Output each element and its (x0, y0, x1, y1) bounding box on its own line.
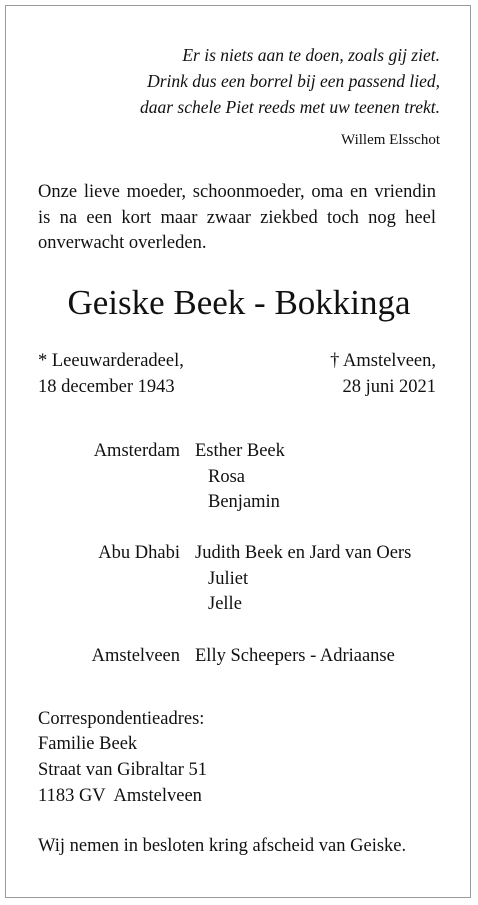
poem-line-1: Er is niets aan te doen, zoals gij ziet. (182, 45, 440, 65)
address-label: Correspondentieadres: (38, 709, 205, 729)
deceased-name: Geiske Beek - Bokkinga (67, 283, 411, 322)
family-place: Amsterdam (93, 441, 180, 461)
birth-date: 18 december 1943 (38, 377, 175, 397)
address-line: Familie Beek (38, 734, 138, 754)
death-date: 28 juni 2021 (342, 377, 436, 397)
poem-line-2: Drink dus een borrel bij een passend lied, (147, 71, 440, 91)
address-line: Straat van Gibraltar 51 (38, 760, 208, 780)
intro-text: Onze lieve moeder, schoonmoeder, oma en vriendin is na een kort maar zwaar ziekbed toch nog heel onverwacht overleden. (38, 182, 436, 253)
birth-place: * Leeuwarderadeel, (38, 351, 184, 371)
family-member: Benjamin (208, 492, 280, 512)
family-member: Rosa (208, 467, 245, 487)
poem-author: Willem Elsschot (341, 132, 440, 148)
death-place: † Amstelveen, (330, 351, 436, 371)
address-line: 1183 GV Amstelveen (38, 786, 202, 806)
family-member: Judith Beek en Jard van Oers (195, 543, 412, 563)
family-member: Esther Beek (195, 441, 285, 461)
family-member: Elly Scheepers - Adriaanse (195, 646, 395, 666)
poem-line-3: daar schele Piet reeds met uw teenen trekt. (140, 97, 440, 117)
family-place: Amstelveen (91, 646, 180, 666)
family-member: Juliet (208, 569, 249, 589)
closing-text: Wij nemen in besloten kring afscheid van Geiske. (38, 836, 407, 856)
family-member: Jelle (208, 594, 242, 614)
family-place: Abu Dhabi (98, 543, 180, 563)
